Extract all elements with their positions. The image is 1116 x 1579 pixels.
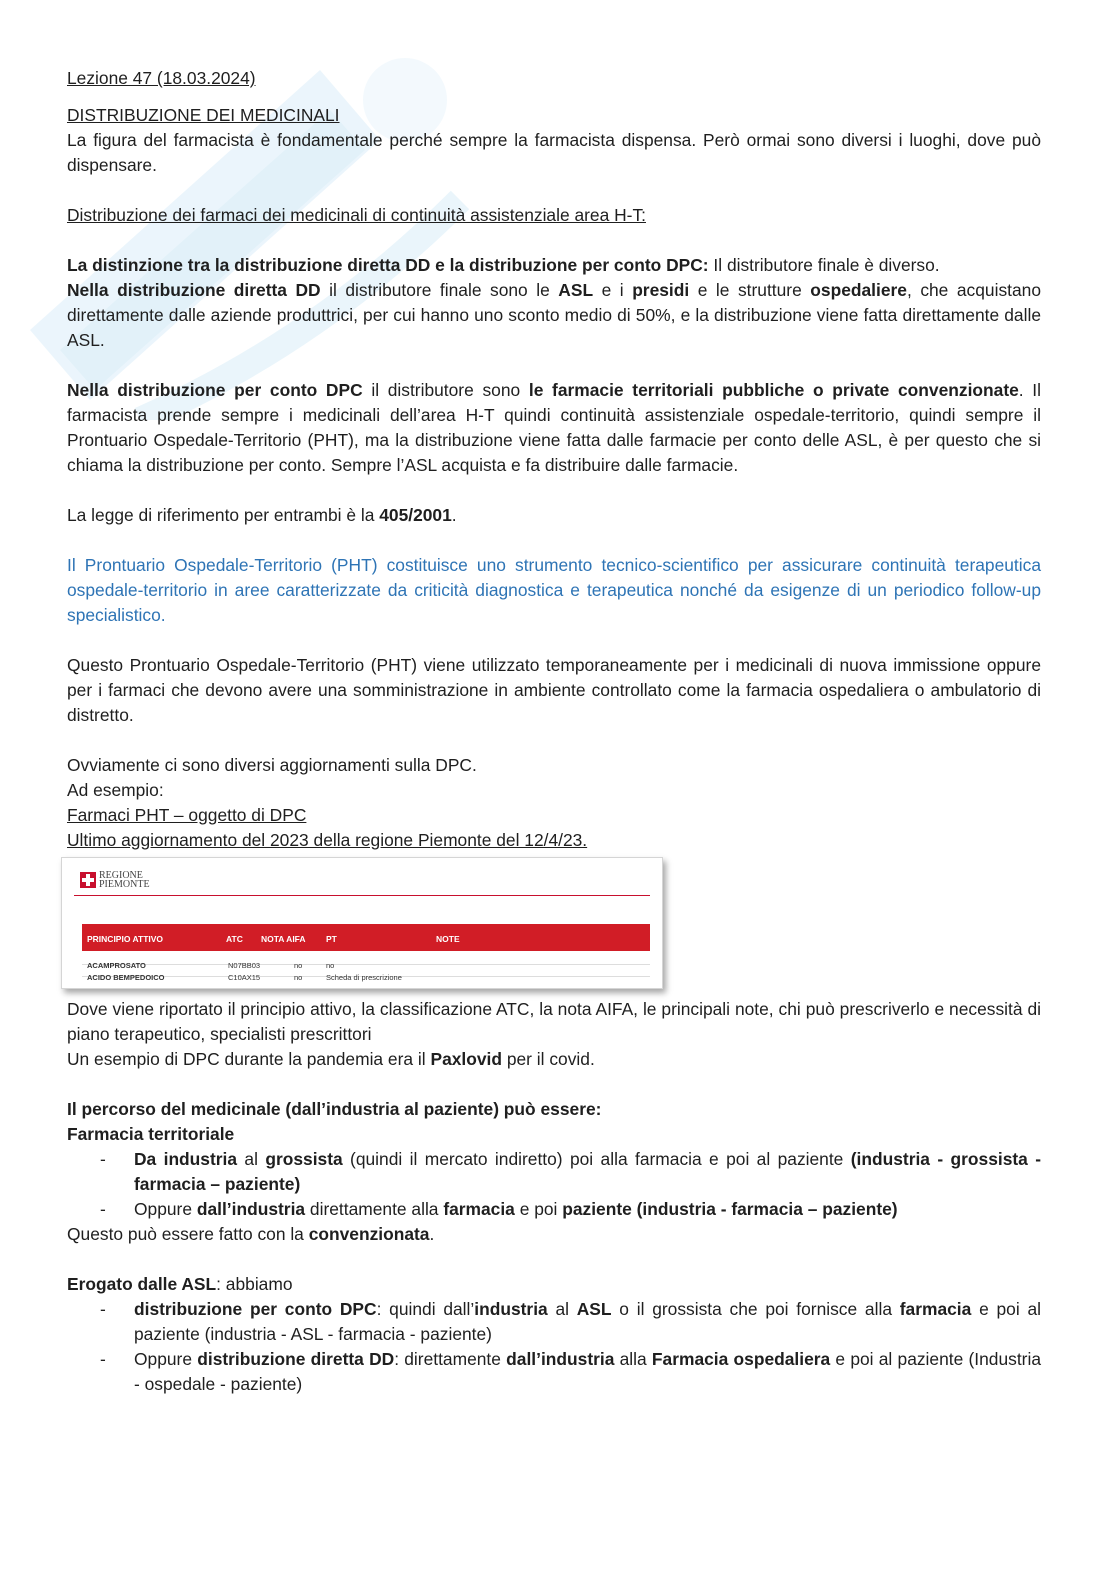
col-pt: PT	[326, 934, 337, 944]
dpc-paragraph: Nella distribuzione per conto DPC il distributore sono le farmacie territoriali pubbliche o private convenzionate. Il farmacista prende sempre i medicinali dell’area H-T quindi continuità assistenziale ospedale-territorio, quindi sempre il Prontuario Ospedale-Territorio (PHT), ma la distribuzione viene fatta dalle farmacie per conto delle ASL, è per questo che si chiama la distribuzione per conto. Sempre l’ASL acquista e fa distribuire dalle farmacie.	[67, 380, 1041, 475]
regione-piemonte-logo	[80, 871, 150, 889]
col-nota-aifa: NOTA AIFA	[261, 934, 306, 944]
cell-atc: N07BB03	[228, 961, 261, 970]
table-description: Dove viene riportato il principio attivo, la classificazione ATC, la nota AIFA, le principali note, chi può prescriverlo e necessità di piano terapeutico, specialisti prescrittori	[67, 999, 1041, 1044]
col-principio-attivo: PRINCIPIO ATTIVO	[87, 934, 164, 944]
pht-usage: Questo Prontuario Ospedale-Territorio (PHT) viene utilizzato temporaneamente per i medicinali di nuova immissione oppure per i farmaci che devono avere una somministrazione in ambiente controllato come la farmacia ospedaliera o ambulatorio di distretto.	[67, 655, 1041, 725]
piemonte-flag-icon	[80, 872, 96, 888]
col-atc: ATC	[226, 934, 243, 944]
convenzionata-line: Questo può essere fatto con la convenzionata.	[67, 1224, 435, 1244]
header-divider	[74, 895, 650, 896]
dd-paragraph: Nella distribuzione diretta DD il distributore finale sono le ASL e i presidi e le strutture ospedaliere, che acquistano direttamente dalle aziende produttrici, per cui hanno uno sconto medio di 50%, e la distribuzione viene fatta direttamente dalle ASL.	[67, 280, 1041, 350]
cell-atc: C10AX15	[228, 973, 261, 982]
list-item: - Oppure dall’industria direttamente alla farmacia e poi paziente (industria - farmacia – paziente)	[100, 1199, 898, 1219]
logo-line-1: REGIONE	[99, 870, 143, 881]
asl-list	[67, 1297, 1041, 1397]
path-subheading: Farmacia territoriale	[67, 1124, 235, 1144]
subheading-distribution: Distribuzione dei farmaci dei medicinali di continuità assistenziale area H-T:	[67, 205, 646, 225]
lesson-title: Lezione 47 (18.03.2024)	[67, 68, 256, 88]
list-item: - Da industria al grossista (quindi il mercato indiretto) poi alla farmacia e poi al paziente (industria - grossista - farmacia – paziente)	[100, 1149, 1041, 1194]
updates-line-1: Ovviamente ci sono diversi aggiornamenti sulla DPC.	[67, 755, 477, 775]
dd-dpc-distinction: La distinzione tra la distribuzione diretta DD e la distribuzione per conto DPC: Il distributore finale è diverso.	[67, 255, 940, 275]
piemonte-table-image	[61, 857, 663, 989]
logo-line-2: PIEMONTE	[99, 879, 150, 890]
cell-principio: ACIDO BEMPEDOICO	[87, 973, 165, 982]
table-row	[82, 953, 650, 970]
cell-nota: no	[294, 973, 303, 982]
law-reference: La legge di riferimento per entrambi è la 405/2001.	[67, 505, 457, 525]
intro-paragraph: La figura del farmacista è fondamentale perché sempre la farmacista dispensa. Però ormai sono diversi i luoghi, dove può dispensare.	[67, 130, 1041, 175]
section-title: DISTRIBUZIONE DEI MEDICINALI	[67, 105, 340, 125]
table-header	[82, 924, 650, 951]
asl-heading: Erogato dalle ASL: abbiamo	[67, 1274, 293, 1294]
cell-pt: Scheda di prescrizione	[326, 973, 402, 982]
covid-example: Un esempio di DPC durante la pandemia era il Paxlovid per il covid.	[67, 1049, 595, 1069]
path-heading: Il percorso del medicinale (dall’industria al paziente) può essere:	[67, 1099, 602, 1119]
cell-principio: ACAMPROSATO	[87, 961, 146, 970]
path-list	[67, 1147, 1041, 1222]
updates-line-3: Farmaci PHT – oggetto di DPC	[67, 805, 307, 825]
updates-line-2: Ad esempio:	[67, 780, 164, 800]
table-row	[82, 965, 650, 982]
updates-line-4: Ultimo aggiornamento del 2023 della regione Piemonte del 12/4/23.	[67, 830, 588, 850]
list-item: - Oppure distribuzione diretta DD: direttamente dall’industria alla Farmacia ospedaliera e poi al paziente (Industria - ospedale - paziente)	[100, 1349, 1041, 1394]
cell-nota: no	[294, 961, 303, 970]
list-item: - distribuzione per conto DPC: quindi dall’industria al ASL o il grossista che poi fornisce alla farmacia e poi al paziente (industria - ASL - farmacia - paziente)	[100, 1299, 1041, 1344]
col-note: NOTE	[436, 934, 460, 944]
cell-pt: no	[326, 961, 335, 970]
document-page	[67, 66, 1041, 1397]
pht-definition: Il Prontuario Ospedale-Territorio (PHT) costituisce uno strumento tecnico-scientifico per assicurare continuità terapeutica ospedale-territorio in aree caratterizzate da criticità diagnostica e terapeutica nonché da esigenze di un periodico follow-up specialistico.	[67, 555, 1041, 625]
